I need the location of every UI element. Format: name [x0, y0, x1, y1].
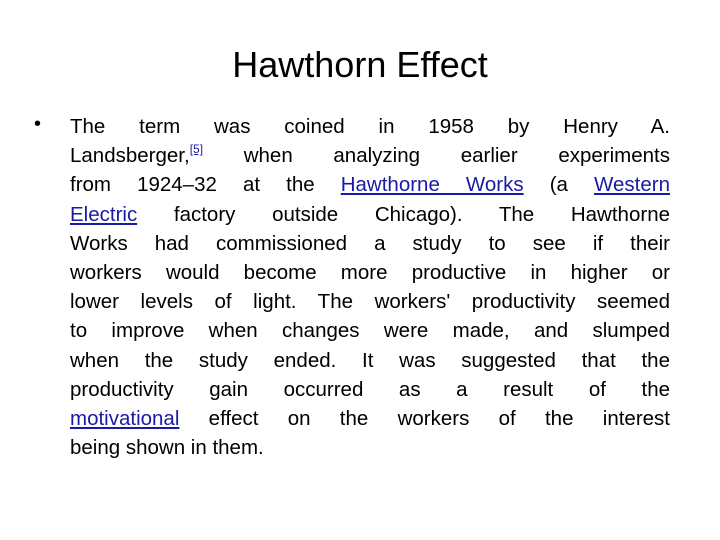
text-line — [70, 316, 670, 345]
text-line — [70, 200, 670, 229]
text-line — [70, 112, 670, 141]
text-segment: effect on the workers of the interest — [179, 406, 670, 430]
text-segment: to improve when changes were made, and slumped — [70, 319, 670, 343]
text-segment: from 1924–32 at the — [70, 173, 341, 197]
text-segment: factory outside Chicago). The Hawthorne — [137, 202, 670, 226]
text-line — [70, 141, 670, 170]
bullet-paragraph — [70, 112, 670, 462]
text-segment: Landsberger, — [70, 144, 190, 168]
bullet-marker: • — [34, 113, 42, 135]
text-line — [70, 433, 670, 462]
text-segment: Works had commissioned a study to see if their — [70, 231, 670, 255]
text-segment: (a — [523, 173, 595, 197]
text-segment: when analyzing earlier experiments — [203, 144, 670, 168]
text-segment: lower levels of light. The workers' productivity seemed — [70, 290, 670, 314]
text-line — [70, 346, 670, 375]
text-line — [70, 229, 670, 258]
text-line — [70, 170, 670, 199]
slide-title: Hawthorn Effect — [232, 44, 488, 85]
text-line — [70, 404, 670, 433]
text-link[interactable]: Hawthorne Works — [340, 173, 524, 197]
text-segment: The term was coined in 1958 by Henry A. — [70, 115, 670, 138]
text-line — [70, 258, 670, 287]
text-line — [70, 375, 670, 404]
text-segment: workers would become more productive in higher or — [70, 260, 670, 284]
text-segment: productivity gain occurred as a result of the — [70, 377, 670, 401]
text-link[interactable]: Electric — [70, 202, 138, 226]
text-link[interactable]: motivational — [70, 406, 180, 430]
text-segment: being shown in them. — [70, 436, 264, 460]
text-link[interactable]: Western — [594, 173, 670, 197]
text-segment: when the study ended. It was suggested that the — [70, 348, 670, 372]
citation-link[interactable]: [5] — [189, 142, 204, 157]
text-line — [70, 287, 670, 316]
